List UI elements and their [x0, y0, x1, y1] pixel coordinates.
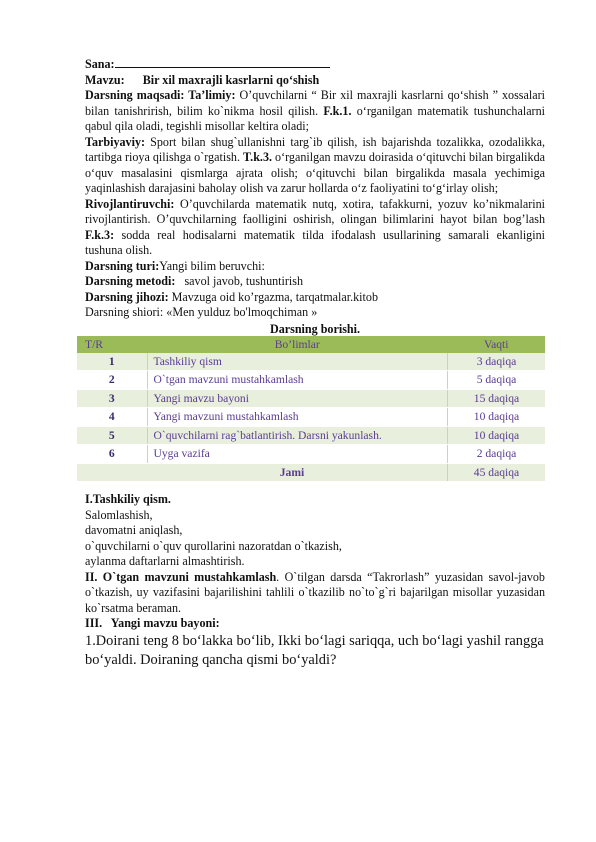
metodi-label: Darsning metodi: — [85, 274, 176, 288]
row-time: 3 daqiqa — [448, 353, 546, 371]
section2-text: . O`tilgan darsda “Takrorlash” yuzasidan savol-javob o`tkazish, uy vazifasini bajarilishini tahlili o`tkazilib no`to`g`ri bajarilgan misollar yuzasidan ko`rsatma beraman. — [85, 569, 545, 615]
row-number: 5 — [77, 426, 147, 445]
header-bolimlar: Bo’limlar — [147, 336, 448, 353]
section3-problem: 1.Doirani teng 8 bo‘lakka bo‘lib, Ikki bo‘lagi sariqqa, uch bo‘lagi yashil rangga bo‘yaldi. Doiraning qancha qismi bo‘yaldi? — [85, 632, 544, 668]
fk3-code: F.k.3: — [85, 227, 115, 242]
maqsad-text-2: o‘rganilgan matematik tushunchalarni qabul qila oladi, tegishli misollar keltira oladi; — [85, 103, 545, 133]
section3-title: III. Yangi mavzu bayoni: — [85, 616, 220, 630]
row-topic: Yangi mavzu bayoni — [147, 389, 448, 408]
row-topic: O`tgan mavzuni mustahkamlash — [147, 371, 448, 390]
row-time: 2 daqiqa — [448, 445, 546, 464]
turi-text: Yangi bilim beruvchi: — [159, 258, 265, 273]
rivojlantiruvchi-text-2: sodda real hodisalarni matematik tilda ifodalash usullarining samarali ekanligini tushuna olish. — [85, 227, 545, 257]
row-time: 15 daqiqa — [448, 389, 546, 408]
table-row — [77, 408, 545, 427]
jihozi-line — [85, 290, 545, 306]
borishi-title: Darsning borishi. — [269, 321, 361, 336]
lesson-plan — [85, 56, 545, 670]
lesson-structure-table — [77, 336, 545, 483]
tarbiyaviy-text-2: o‘rganilgan mavzu doirasida o‘qituvchi bilan birgalikda o‘quv masalasini qismlarga ajrata olish; o‘qituvchi bilan birgalikda masala yechimiga yaqinlashish darajasini baholay olish va zarur hollarda o‘z faoliyatini to‘g‘irlay olish; — [85, 150, 545, 195]
row-topic: Yangi mavzuni mustahkamlash — [147, 408, 448, 427]
row-number: 6 — [77, 445, 147, 464]
row-number: 1 — [77, 353, 147, 371]
turi-label: Darsning turi: — [85, 258, 160, 273]
row-time: 10 daqiqa — [448, 408, 546, 427]
tarbiyaviy-text: Sport bilan shug`ullanishni targ`ib qilish, ish bajarishda tozalikka, ozodalikka, tartibga rioya qilishga o`rgatish. — [85, 134, 545, 164]
header-vaqti: Vaqti — [448, 336, 546, 353]
mavzu-label: Mavzu: — [85, 72, 125, 87]
total-time: 45 daqiqa — [448, 463, 546, 482]
mavzu-line — [85, 73, 545, 89]
table-total-row — [77, 463, 545, 482]
tarbiyaviy-paragraph — [85, 135, 545, 197]
row-number: 2 — [77, 371, 147, 390]
sana-blank — [115, 56, 330, 68]
row-topic: Uyga vazifa — [147, 445, 448, 464]
jihozi-text: Mavzuga oid ko’rgazma, tarqatmalar.kitob — [168, 289, 378, 304]
tk3-code: T.k.3. — [243, 150, 273, 164]
section1-line: Salomlashish, — [85, 507, 153, 522]
table-row — [77, 445, 545, 464]
rivojlantiruvchi-label: Rivojlantiruvchi: — [85, 196, 175, 211]
section1-title: I.Tashkiliy qism. — [85, 492, 171, 506]
maqsad-label: Darsning maqsadi: Ta’limiy: — [85, 88, 236, 102]
row-topic: Tashkiliy qism — [147, 353, 448, 371]
rivojlantiruvchi-paragraph — [85, 197, 545, 259]
rivojlantiruvchi-text: O’quvchilarda matematik nutq, xotira, tafakkurni, yozuv ko’nikmalarini rivojlantirish. O’quvchilarning faolligini oshirish, olingan bilimlarini hayot bilan bog’lash — [85, 196, 545, 226]
section1-line: davomatni aniqlash, — [85, 523, 183, 537]
tarbiyaviy-label: Tarbiyaviy: — [85, 134, 146, 149]
section-tashkiliy — [85, 492, 545, 570]
metodi-text: savol javob, tushuntirish — [175, 274, 304, 288]
row-number: 3 — [77, 389, 147, 408]
turi-line — [85, 259, 545, 275]
mavzu-text: Bir xil maxrajli kasrlarni qo‘shish — [142, 72, 320, 87]
section1-line: o`quvchilarni o`quv qurollarini nazoratdan o`tkazish, — [85, 538, 342, 553]
row-time: 5 daqiqa — [448, 371, 546, 390]
sana-label: Sana: — [85, 57, 115, 71]
table-row — [77, 371, 545, 390]
section1-line: aylanma daftarlarni almashtirish. — [85, 554, 245, 568]
table-row — [77, 426, 545, 445]
sana-line — [85, 56, 545, 73]
table-row — [77, 389, 545, 408]
metodi-line — [85, 274, 545, 290]
maqsad-text: O’quvchilarni “ Bir xil maxrajli kasrlarni qo‘shish ” xossalari bilan tanishrirish, bilim ko`nikma hosil qilish. — [85, 88, 546, 118]
fk1-code: F.k.1. — [323, 103, 352, 118]
table-row — [77, 353, 545, 371]
shiori-line: Darsning shiori: «Men yulduz bo'lmoqchiman » — [85, 305, 318, 319]
maqsad-paragraph — [85, 88, 545, 135]
jihozi-label: Darsning jihozi: — [85, 289, 169, 304]
table-header-row — [77, 336, 545, 353]
row-topic: O`quvchilarni rag`batlantirish. Darsni yakunlash. — [147, 426, 448, 445]
section2-title: II. O`tgan mavzuni mustahkamlash — [85, 569, 277, 584]
total-label: Jami — [77, 463, 448, 482]
row-time: 10 daqiqa — [448, 426, 546, 445]
row-number: 4 — [77, 408, 147, 427]
header-tr: T/R — [77, 336, 147, 353]
section2-paragraph — [85, 570, 545, 617]
